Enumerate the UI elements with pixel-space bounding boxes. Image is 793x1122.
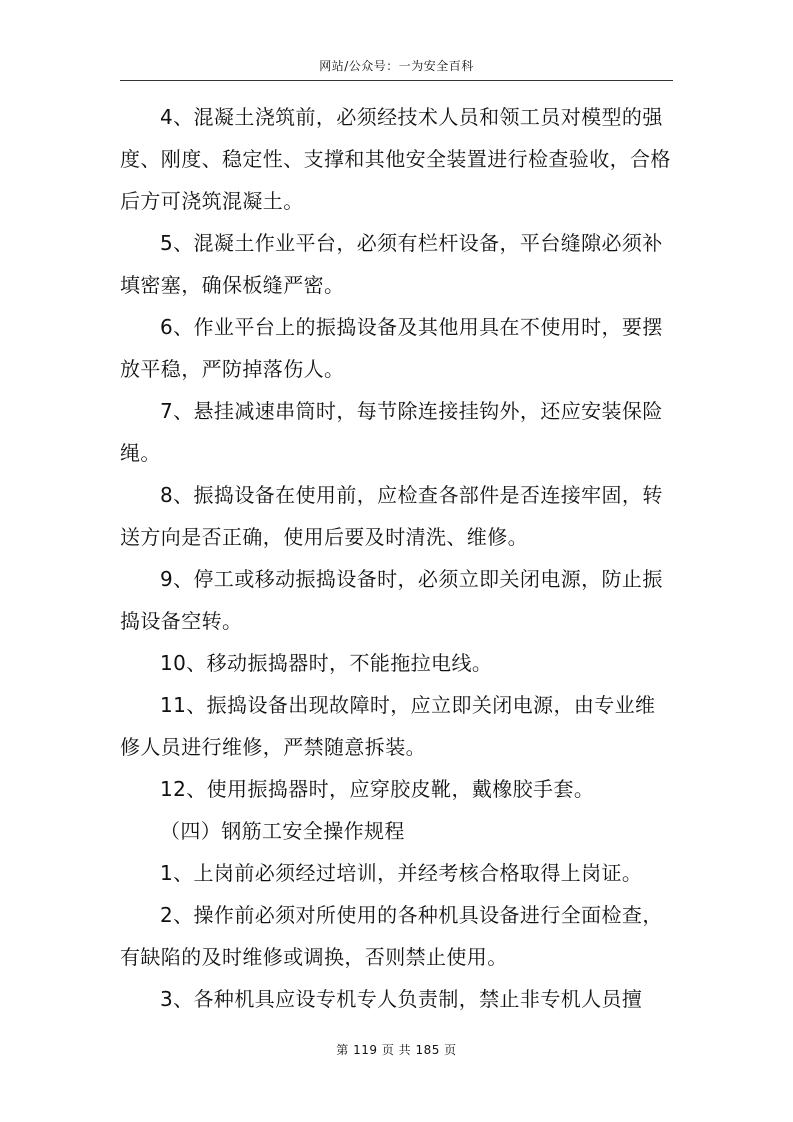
paragraph: 2、操作前必须对所使用的各种机具设备进行全面检查，有缺陷的及时维修或调换，否则禁止使用。 — [120, 903, 663, 969]
page-footer — [120, 1040, 673, 1060]
paragraph: 7、悬挂减速串筒时，每节除连接挂钩外，还应安装保险绳。 — [120, 399, 663, 465]
paragraph: 3、各种机具应设专机专人负责制，禁止非专机人员擅 — [160, 987, 643, 1011]
paragraph: 1、上岗前必须经过培训，并经考核合格取得上岗证。 — [160, 861, 643, 885]
paragraph: 12、使用振捣器时，应穿胶皮靴，戴橡胶手套。 — [160, 777, 595, 801]
paragraph: 8、振捣设备在使用前，应检查各部件是否连接牢固，转送方向是否正确，使用后要及时清洗、维修。 — [120, 483, 663, 549]
paragraph: 6、作业平台上的振捣设备及其他用具在不使用时，要摆放平稳，严防掉落伤人。 — [120, 315, 663, 381]
page-number: 第 119 页 共 185 页 — [336, 1043, 457, 1057]
document-body — [120, 96, 673, 1020]
paragraph: 4、混凝土浇筑前，必须经技术人员和领工员对模型的强度、刚度、稳定性、支撑和其他安全装置进行检查验收，合格后方可浇筑混凝土。 — [120, 105, 671, 213]
header-text: 网站/公众号：一为安全百科 — [319, 59, 474, 73]
paragraph: 9、停工或移动振捣设备时，必须立即关闭电源，防止振捣设备空转。 — [120, 567, 663, 633]
section-title: （四）钢筋工安全操作规程 — [160, 819, 405, 843]
page-header — [120, 52, 673, 81]
paragraph: 11、振捣设备出现故障时，应立即关闭电源，由专业维修人员进行维修，严禁随意拆装。 — [120, 693, 656, 759]
paragraph: 5、混凝土作业平台，必须有栏杆设备，平台缝隙必须补填密塞，确保板缝严密。 — [120, 231, 663, 297]
paragraph: 10、移动振捣器时，不能拖拉电线。 — [160, 651, 493, 675]
